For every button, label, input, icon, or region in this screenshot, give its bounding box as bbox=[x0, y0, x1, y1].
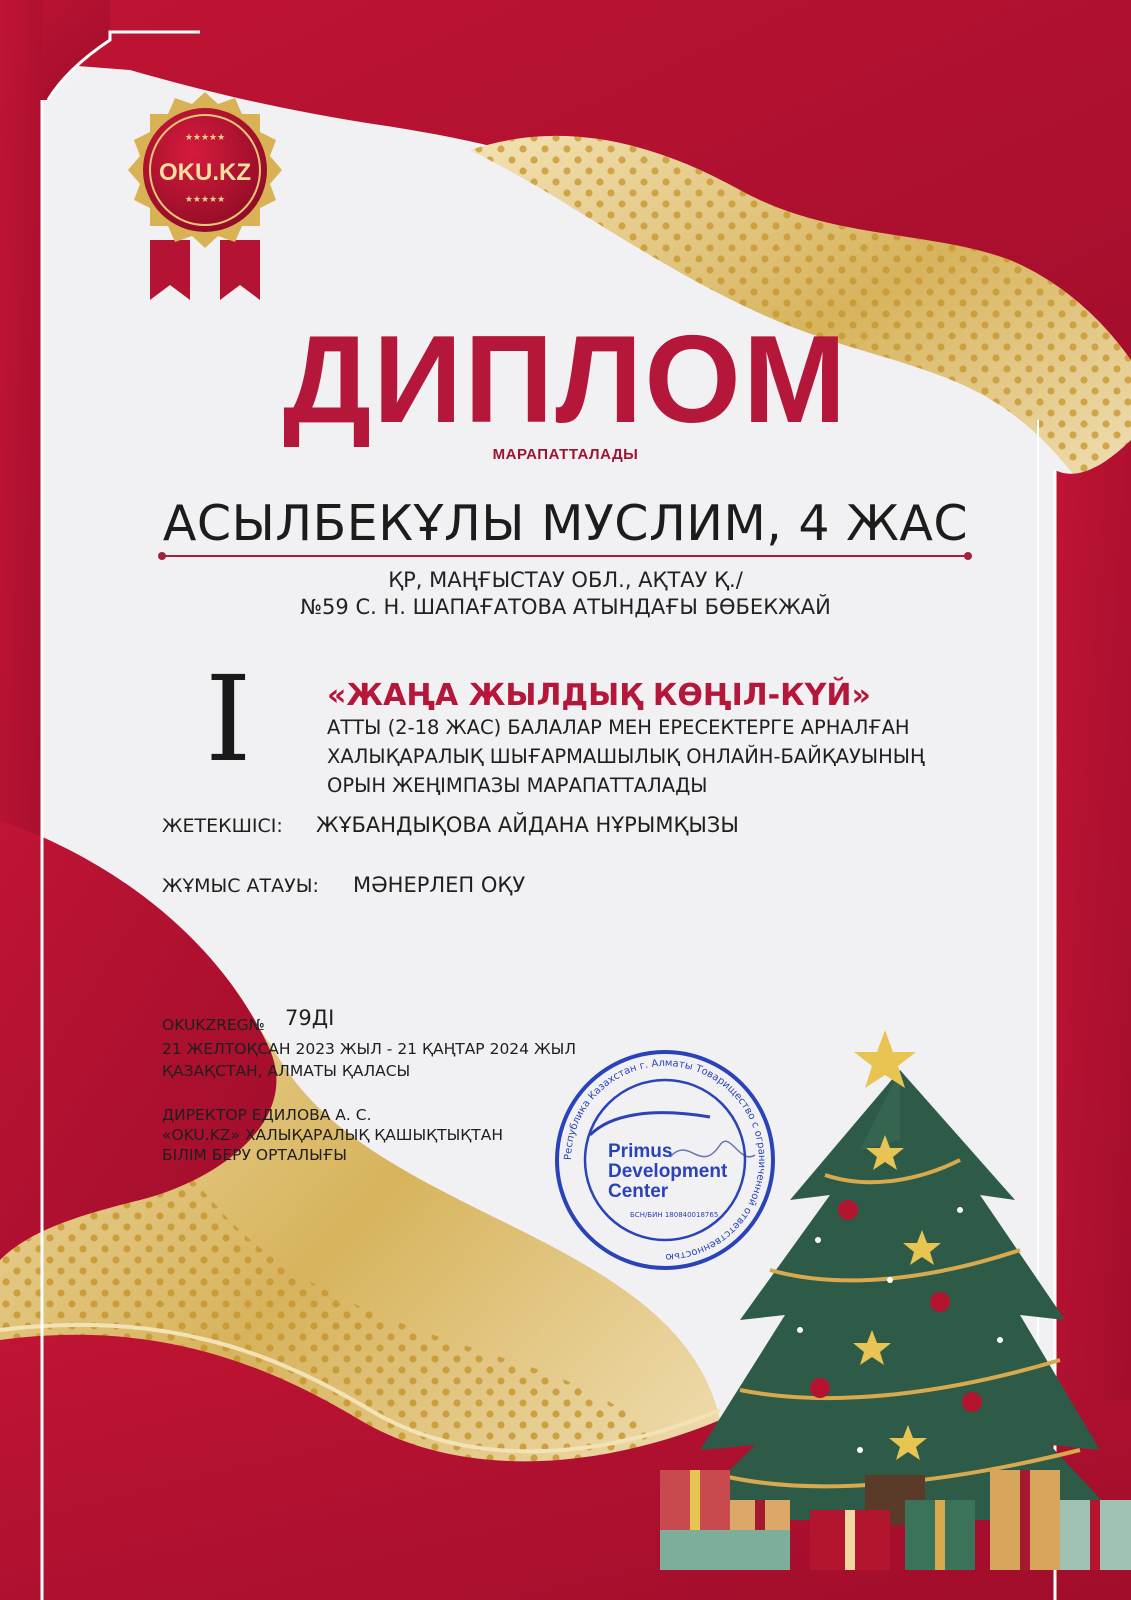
recipient-name: АСЫЛБЕКҰЛЫ МУСЛИМ, 4 ЖАС bbox=[162, 495, 969, 552]
supervisor-label: ЖЕТЕКШІСІ: bbox=[162, 815, 283, 837]
contest-line-3: ОРЫН ЖЕҢІМПАЗЫ МАРАПАТТАЛАДЫ bbox=[327, 774, 708, 797]
stamp-line-3: Center bbox=[608, 1181, 669, 1202]
address-line-2: №59 С. Н. ШАПАҒАТОВА АТЫНДАҒЫ БӨБЕКЖАЙ bbox=[300, 595, 831, 619]
oku-seal-badge bbox=[110, 90, 300, 305]
director-line-3: БІЛІМ БЕРУ ОРТАЛЫҒЫ bbox=[162, 1146, 347, 1164]
diploma-subtitle: МАРАПАТТАЛАДЫ bbox=[492, 446, 639, 463]
contest-dates: 21 ЖЕЛТОҚСАН 2023 ЖЫЛ - 21 ҚАҢТАР 2024 ЖЫЛ bbox=[162, 1040, 576, 1058]
diploma-title: ДИПЛОМ bbox=[282, 311, 849, 449]
work-value: МӘНЕРЛЕП ОҚУ bbox=[353, 873, 526, 897]
address-line-1: ҚР, МАҢҒЫСТАУ ОБЛ., АҚТАУ Қ./ bbox=[388, 568, 743, 592]
contest-name: «ЖАҢА ЖЫЛДЫҚ КӨҢІЛ-КҮЙ» bbox=[327, 678, 871, 713]
christmas-tree-illustration bbox=[660, 1030, 1131, 1600]
badge-stars-bottom: ★★★★★ bbox=[184, 195, 226, 205]
contest-line-1: АТТЫ (2-18 ЖАС) БАЛАЛАР МЕН ЕРЕСЕКТЕРГЕ АРНАЛҒАН bbox=[327, 716, 910, 739]
stamp-line-2: Development bbox=[608, 1161, 728, 1182]
place-numeral: I bbox=[205, 650, 252, 788]
badge-stars-top: ★★★★★ bbox=[184, 133, 226, 143]
director-line-2: «OKU.KZ» ХАЛЫҚАРАЛЫҚ ҚАШЫҚТЫҚТАН bbox=[162, 1126, 504, 1144]
contest-line-2: ХАЛЫҚАРАЛЫҚ ШЫҒАРМАШЫЛЫҚ ОНЛАЙН-БАЙҚАУЫНЫҢ bbox=[327, 745, 925, 768]
stamp-line-1: Primus bbox=[608, 1141, 673, 1162]
director-line-1: ДИРЕКТОР ЕДИЛОВА А. С. bbox=[162, 1106, 372, 1124]
badge-text: OKU.KZ bbox=[159, 159, 251, 186]
supervisor-value: ЖҰБАНДЫҚОВА АЙДАНА НҰРЫМҚЫЗЫ bbox=[316, 813, 739, 837]
work-label: ЖҰМЫС АТАУЫ: bbox=[162, 875, 319, 897]
name-underline bbox=[162, 555, 968, 557]
stamp-bin: БСН/БИН 180840018765 bbox=[630, 1211, 719, 1219]
registration-value: 79ДІ bbox=[285, 1006, 335, 1030]
stamp-ring-text: Республика Казахстан г. Алматы Товарищество с ограниченной ответственностью bbox=[562, 1057, 768, 1263]
registration-label: OKUKZREG№ bbox=[162, 1016, 265, 1034]
contest-city: ҚАЗАҚСТАН, АЛМАТЫ ҚАЛАСЫ bbox=[162, 1062, 411, 1080]
